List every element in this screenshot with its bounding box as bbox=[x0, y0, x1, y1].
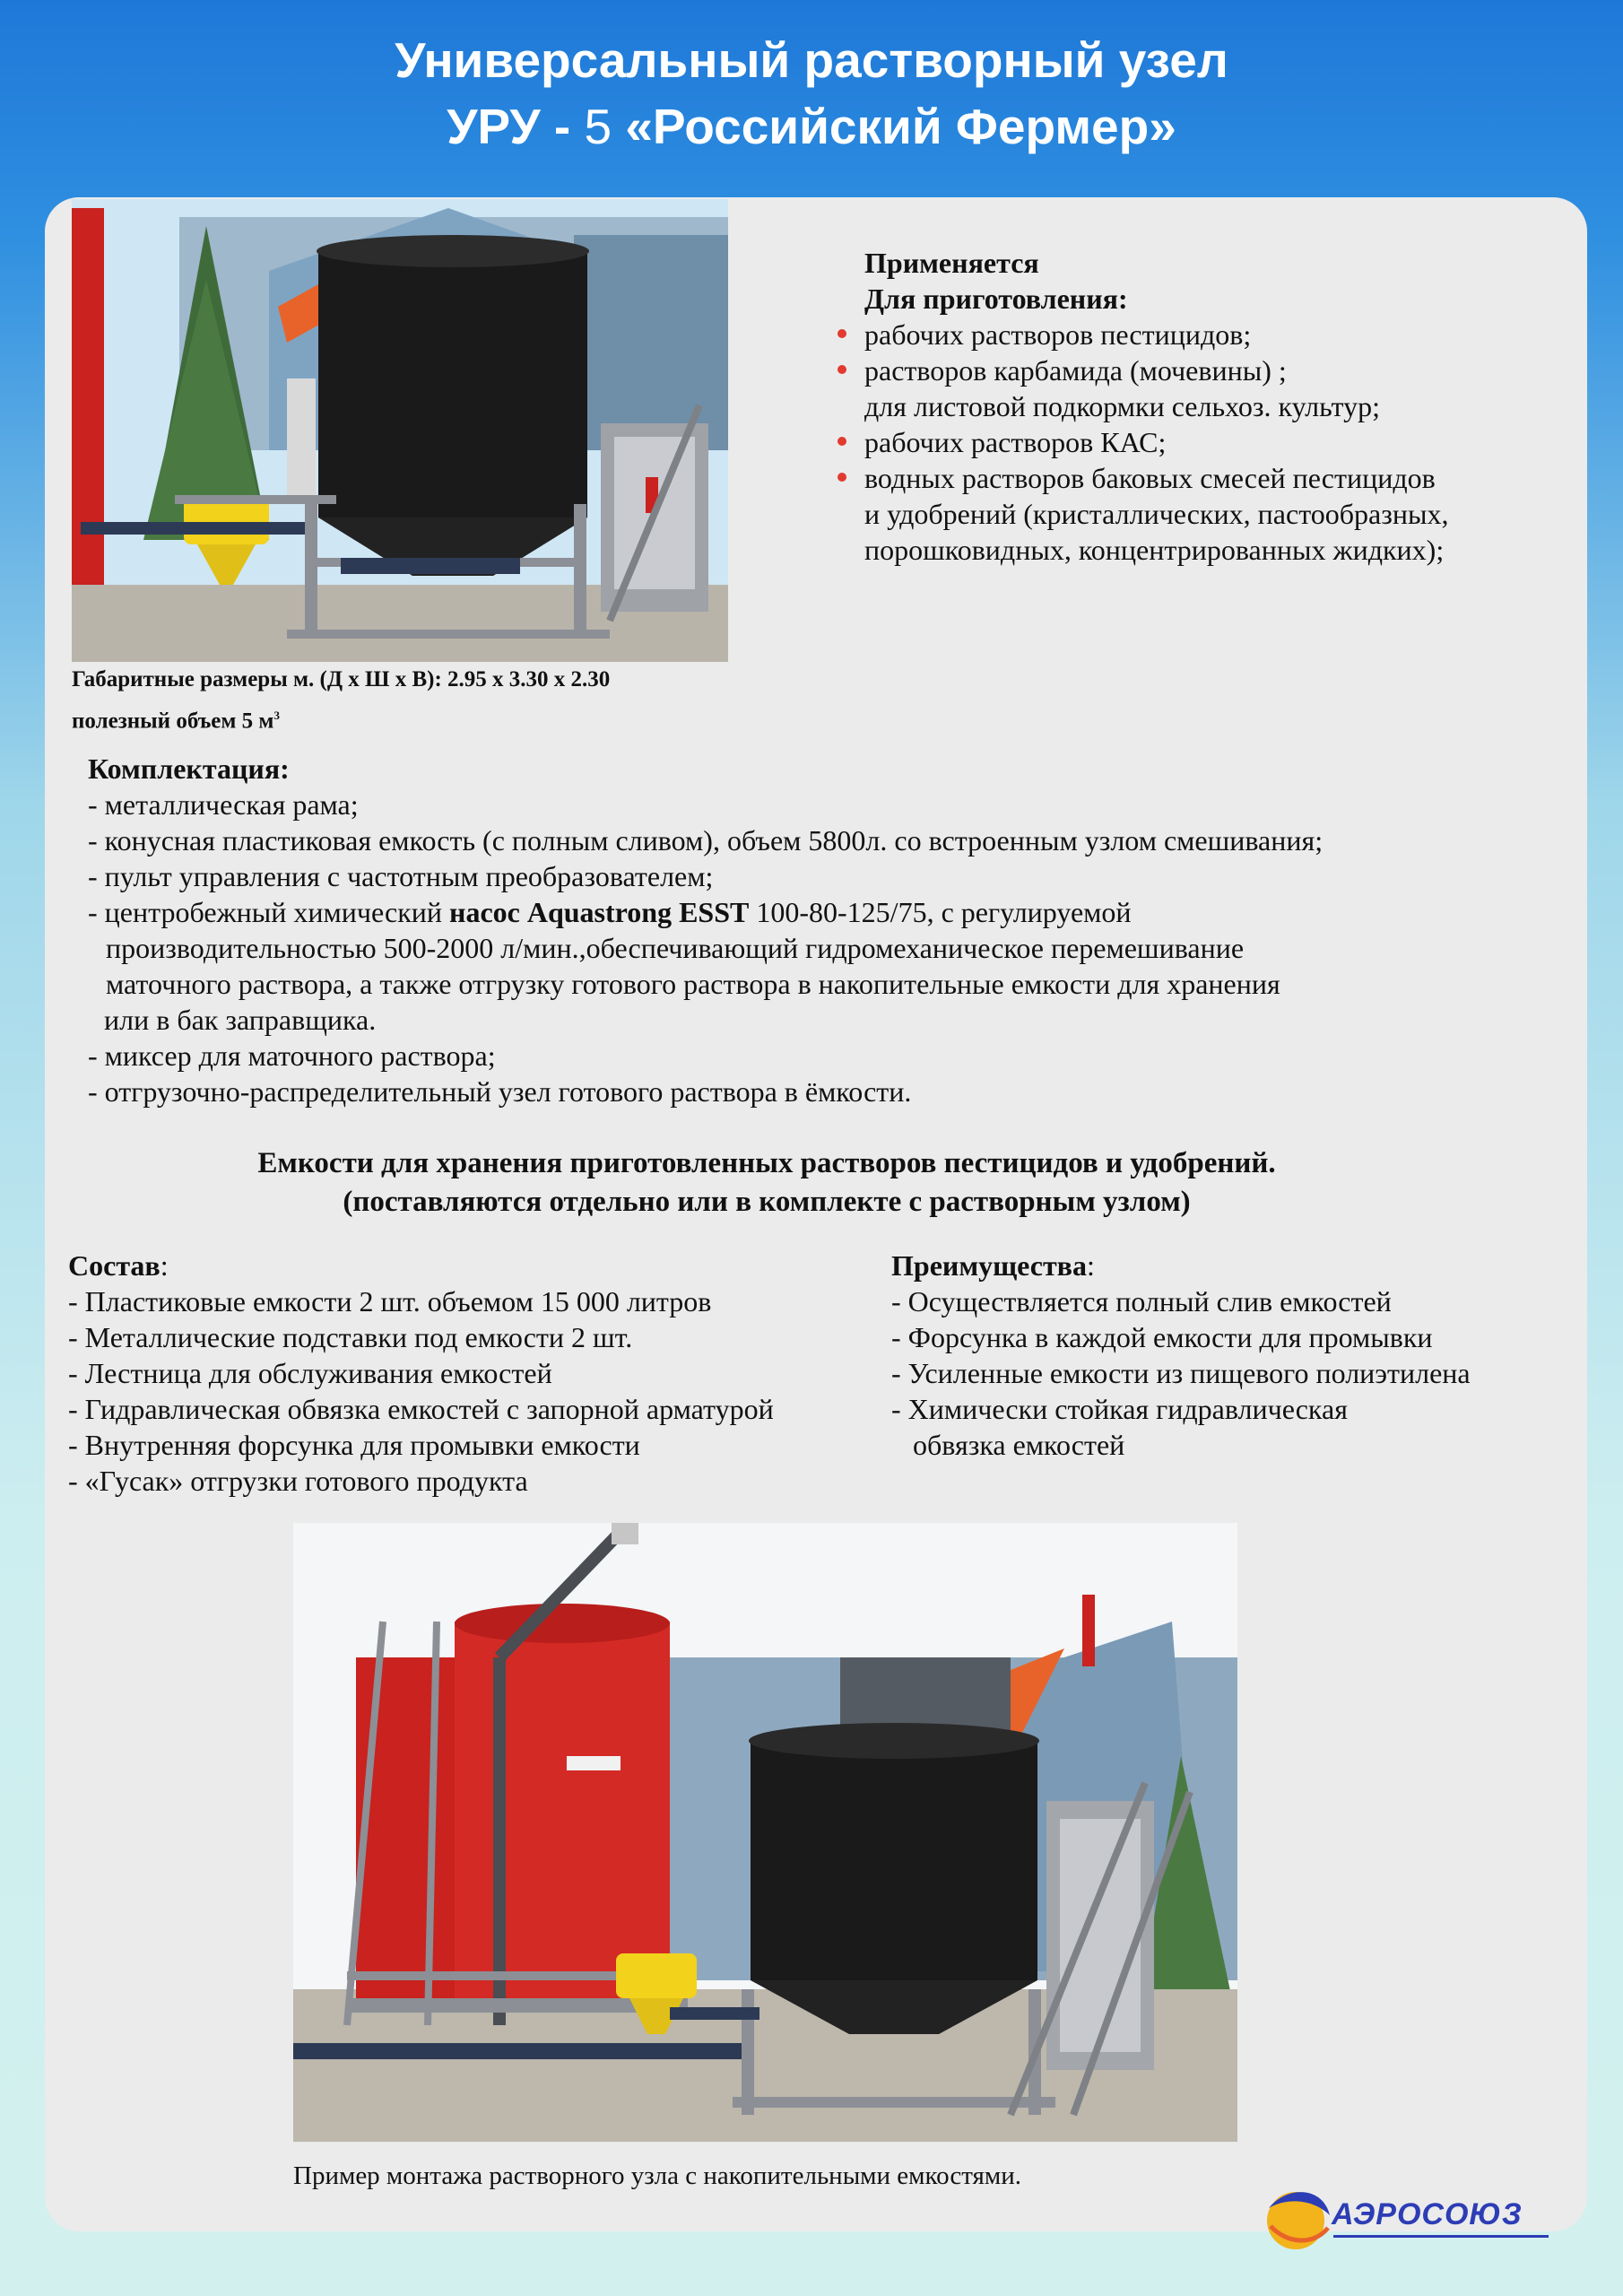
kit-line: - миксер для маточного раствора; bbox=[88, 1039, 496, 1072]
applies-subheading: Для приготовления: bbox=[864, 283, 1128, 315]
list-item: рабочих растворов пестицидов; bbox=[864, 317, 1582, 352]
applies-list bbox=[864, 317, 1582, 568]
list-item: - Осуществляется полный слив емкостей bbox=[891, 1285, 1392, 1318]
list-item: - Металлические подставки под емкости 2 шт. bbox=[68, 1321, 633, 1353]
kit-line: или в бак заправщика. bbox=[104, 1004, 377, 1036]
list-item: - Химически стойкая гидравлическая bbox=[891, 1393, 1348, 1425]
logo-underline bbox=[1333, 2235, 1549, 2238]
kit-line: - пульт управления с частотным преобразователем; bbox=[88, 860, 714, 892]
list-item: растворов карбамида (мочевины) ; для листовой подкормки сельхоз. культур; bbox=[864, 352, 1582, 424]
unit-photo bbox=[72, 199, 728, 662]
list-item: - Усиленные емкости из пищевого полиэтилена bbox=[891, 1357, 1471, 1389]
kit-line: производительностью 500-2000 л/мин.,обеспечивающий гидромеханическое перемешивание bbox=[106, 932, 1245, 964]
unit-volume: полезный объем 5 $м^3$ bbox=[72, 709, 280, 734]
bullet-icon bbox=[838, 437, 846, 446]
company-logo bbox=[1260, 2181, 1556, 2253]
composition-heading: Состав: bbox=[68, 1249, 169, 1282]
kit-line: - металлическая рама; bbox=[88, 788, 359, 821]
applies-heading: Применяется bbox=[864, 247, 1039, 279]
list-item: - Форсунка в каждой емкости для промывки bbox=[891, 1321, 1433, 1353]
bullet-icon bbox=[838, 365, 846, 374]
advantages-heading: Преимущества: bbox=[891, 1249, 1095, 1282]
list-item: - Лестница для обслуживания емкостей bbox=[68, 1357, 552, 1389]
applies-section bbox=[864, 245, 1582, 568]
list-item: - Внутренняя форсунка для промывки емкости bbox=[68, 1429, 640, 1461]
unit-photo-illustration bbox=[72, 199, 728, 662]
list-item: - Пластиковые емкости 2 шт. объемом 15 000 литров bbox=[68, 1285, 712, 1318]
title-line-1: Универсальный растворный узел bbox=[395, 32, 1228, 88]
title-line-2: УРУ - 5 «Российский Фермер» bbox=[447, 99, 1176, 154]
list-item: рабочих растворов КАС; bbox=[864, 424, 1582, 460]
advantages-section bbox=[891, 1248, 1600, 1463]
logo-emblem-icon bbox=[1260, 2181, 1332, 2253]
kit-line: - центробежный химический насос Aquastrong ESST 100-80-125/75, с регулируемой bbox=[88, 896, 1132, 928]
unit-dimensions: Габаритные размеры м. (Д х Ш х В): 2.95 х 3.30 х 2.30 bbox=[72, 667, 611, 691]
kit-section bbox=[88, 751, 1603, 1109]
list-item: - «Гусак» отгрузки готового продукта bbox=[68, 1465, 528, 1497]
kit-line: - конусная пластиковая емкость (с полным сливом), объем 5800л. со встроенным узлом смешивания; bbox=[88, 824, 1324, 857]
list-item: - Гидравлическая обвязка емкостей с запорной арматурой bbox=[68, 1393, 774, 1425]
page-title bbox=[0, 27, 1623, 160]
bullet-icon bbox=[838, 329, 846, 338]
logo-text: АЭРОСОЮЗ bbox=[1332, 2197, 1523, 2231]
storage-heading: Емкости для хранения приготовленных растворов пестицидов и удобрений. (поставляются отдельно или в комплекте с растворным узлом) bbox=[257, 1147, 1276, 1218]
unit-specs bbox=[72, 662, 753, 739]
kit-line: - отгрузочно-распределительный узел готового раствора в ёмкости. bbox=[88, 1075, 912, 1108]
installation-caption: Пример монтажа растворного узла с накопительными емкостями. bbox=[293, 2161, 1021, 2190]
kit-line: маточного раствора, а также отгрузку готового раствора в накопительные емкости для хранения bbox=[106, 968, 1280, 1000]
list-item: обвязка емкостей bbox=[891, 1429, 1125, 1461]
installation-photo bbox=[293, 1523, 1237, 2142]
kit-heading: Комплектация: bbox=[88, 752, 290, 785]
installation-photo-illustration bbox=[293, 1523, 1237, 2142]
composition-section bbox=[68, 1248, 893, 1499]
list-item: водных растворов баковых смесей пестицидов и удобрений (кристаллических, пастообразных, порошковидных, концентрированных жидких); bbox=[864, 460, 1582, 568]
bullet-icon bbox=[838, 473, 846, 482]
